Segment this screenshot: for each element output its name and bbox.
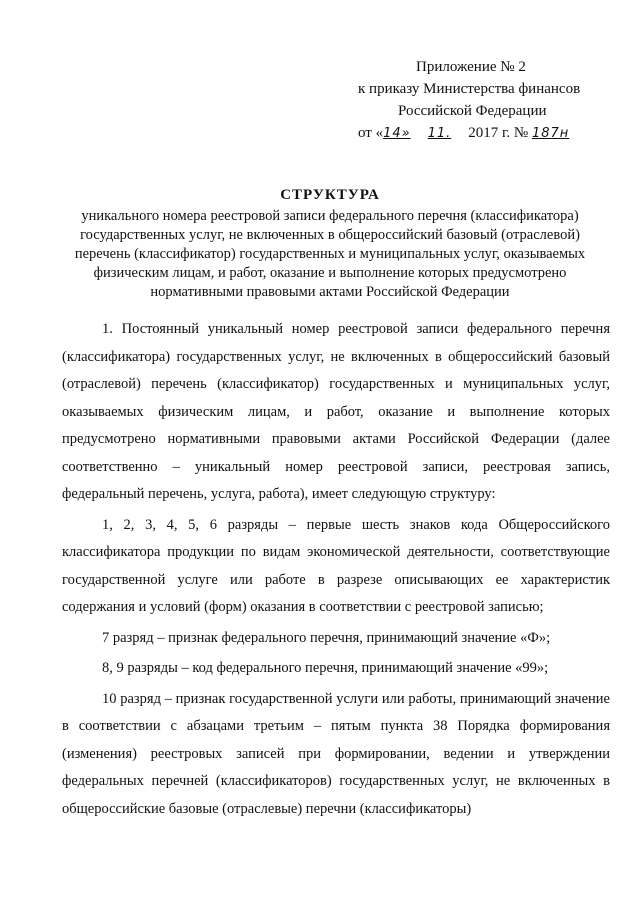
- appendix-number: Приложение № 2: [416, 59, 526, 75]
- order-reference: к приказу Министерства финансов: [358, 81, 581, 97]
- date-prefix: от «: [358, 125, 384, 141]
- paragraph-4: 8, 9 разряды – код федерального перечня, принимающий значение «99»;: [102, 660, 549, 676]
- date-year: 2017 г. №: [468, 125, 529, 141]
- date-day: 14»: [383, 126, 411, 141]
- order-date-line: [340, 122, 600, 145]
- paragraph-3: 7 разряд – признак федерального перечня, принимающий значение «Ф»;: [102, 629, 551, 646]
- issuer-name: Российской Федерации: [398, 103, 547, 119]
- order-number: 187н: [531, 126, 570, 141]
- paragraph-5: 10 разряд – признак государственной услуги или работы, принимающий значение в соответствии с абзацами третьим – пятым пункта 38 Порядка формирования (изменения) реестровых записей при формировании, ведении и утверждении федеральных перечней (классификаторов) государственных услуг, не включенных в общероссийские базовые (отраслевые) перечни (классификаторы): [62, 690, 610, 817]
- paragraph-2: 1, 2, 3, 4, 5, 6 разряды – первые шесть знаков кода Общероссийского классификатора продукции по видам экономической деятельности, соответствующие государственной услуге или работе в разрезе описывающих ее характеристик содержания и условий (форм) оказания в соответствии с реестровой записью;: [62, 516, 610, 615]
- title-subtitle: уникального номера реестровой записи федерального перечня (классификатора) государственных услуг, не включенных в общероссийский базовый (отраслевой) перечень (классификатор) государственных и муниципальных услуг, оказываемых физическим лицам, и работ, оказание и выполнение которых предусмотрено нормативными правовыми актами Российской Федерации: [74, 208, 586, 300]
- document-body: [62, 316, 610, 823]
- date-month: 11.: [427, 126, 452, 141]
- appendix-header: [340, 56, 600, 145]
- paragraph-1: 1. Постоянный уникальный номер реестровой записи федерального перечня (классификатора) государственных услуг, не включенных в общероссийский базовый (отраслевой) перечень (классификатор) государственных и муниципальных услуг, оказываемых физическим лицам, и работ, оказание и выполнение которых предусмотрено нормативными правовыми актами Российской Федерации (далее соответственно – уникальный номер реестровой записи, реестровая запись, федеральный перечень, услуга, работа), имеет следующую структуру:: [62, 321, 610, 502]
- title-main: СТРУКТУРА: [280, 187, 380, 203]
- document-title: [60, 186, 600, 302]
